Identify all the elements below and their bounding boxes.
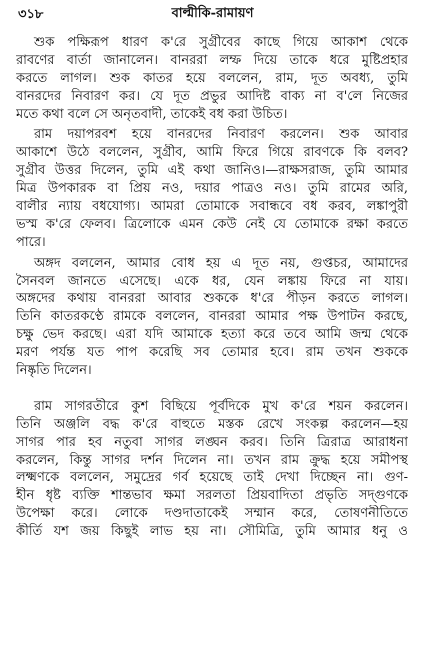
text-line: সুগ্রীব উত্তর দিলেন, তুমি এই কথা জানিও।—রাক্ষসরাজ, তুমি আমার [16,163,408,179]
paragraph [16,126,408,251]
text-line: করলেন, কিন্তু সাগর দর্শন দিলেন না। তখন রাম ক্রুদ্ধ হয়ে সমীপস্থ [16,452,408,468]
text-line: উপেক্ষা করে। লোকে দণ্ডদাতাকেই সম্মান করে, তোষণনীতিতে [16,506,408,522]
text-line: রাম সাগরতীরে কুশ বিছিয়ে পূর্বদিকে মুখ ক'রে শয়ন করলেন। [34,398,408,414]
text-line: মতে কথা বলে সে অনৃতবাদী, তাকেই বধ করা উচিত। [16,106,288,122]
text-line: লক্ষ্মণকে বললেন, সমুদ্রের গর্ব হয়েছে তাই দেখা দিচ্ছেন না। গুণ- [16,470,408,486]
text-line: চক্ষু ভেদ করছে। এরা যদি আমাকে হত্যা করে তবে আমি জন্ম থেকে [16,327,408,343]
text-line: তিনি কাতরকণ্ঠে রামকে বললেন, বানররা আমার পক্ষ উপাটন করছে, [16,309,408,325]
text-line: বালীর ন্যায় বধযোগ্য। আমরা তোমাকে সবান্ধবে বধ করব, লঙ্কাপুরী [16,199,408,215]
page-header [0,4,425,26]
text-line: তিনি অঞ্জলি বদ্ধ ক'রে বাহুতে মস্তক রেখে সংকল্প করলেন—হয় [16,416,408,432]
text-line: অঙ্গদ বললেন, আমার বোধ হয় এ দূত নয়, গুপ্তচর, আমাদের [34,255,408,271]
text-line: করতে লাগল। শুক কাতর হয়ে বললেন, রাম, দূত অবধ্য, তুমি [16,70,408,86]
page-number: ৩১৮ [18,7,44,22]
text-line: মরণ পর্যন্ত যত পাপ করেছি সব তোমার হবে। রাম তখন শুককে [16,345,408,361]
text-line: হীন ধৃষ্ট ব্যক্তি শান্তভাব ক্ষমা সরলতা প্রিয়বাদিতা প্রভৃতি সদ্গুণকে [16,488,408,504]
text-line: আকাশে উঠে বললেন, সুগ্রীব, আমি ফিরে গিয়ে রাবণকে কি বলব? [16,145,408,161]
paragraph [16,34,408,123]
text-line: কীর্তি যশ জয় কিছুই লাভ হয় না। সৌমিত্রি, তুমি আমার ধনু ও [16,524,408,540]
paragraph [16,255,408,380]
text-line: মিত্র উপকারক বা প্রিয় নও, দয়ার পাত্রও নও। তুমি রামের অরি, [16,181,408,197]
text-line: রাবণের বার্তা জানালেন। বানররা লম্ফ দিয়ে তাকে ধরে মুষ্টিপ্রহার [16,52,408,68]
text-line: সৈনবল জানতে এসেছে। একে ধর, যেন লঙ্কায় ফিরে না যায়। [16,273,408,289]
running-title: বাল্মীকি-রামায়ণ [171,6,254,21]
text-line: নিষ্কৃতি দিলেন। [16,363,92,379]
text-line: ভস্ম ক'রে ফেলব। ত্রিলোকে এমন কেউ নেই যে তোমাকে রক্ষা করতে [16,216,408,232]
text-line: সাগর পার হব নতুবা সাগর লঙ্ঘন করব। তিনি ত্রিরাত্র আরাধনা [16,434,408,450]
page-body [16,34,408,541]
text-line: রাম দয়াপরবশ হয়ে বানরদের নিবারণ করলেন। শুক আবার [34,127,408,143]
text-line: বানরদের নিবারণ কর। যে দূত প্রভুর আদিষ্ট বাক্য না ব'লে নিজের [16,88,408,104]
text-line: পারে। [16,234,46,250]
text-line: অঙ্গদের কথায় বানররা আবার শুককে ধ'রে পীড়ন করতে লাগল। [16,291,408,307]
text-line: শুক পক্ষিরূপ ধারণ ক'রে সুগ্রীবের কাছে গিয়ে আকাশ থেকে [34,35,408,50]
paragraph [16,398,408,541]
